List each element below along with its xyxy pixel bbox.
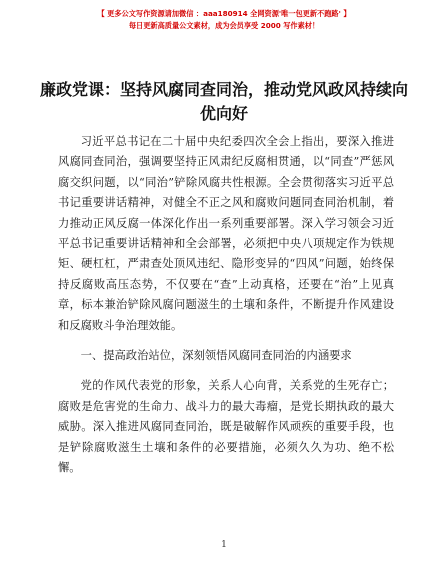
page-number: 1 xyxy=(221,540,227,550)
document-title: 廉政党课：坚持风腐同查同治，推动党风政风持续向优向好 xyxy=(40,80,409,123)
promo-banner-line-2: 每日更新高质量公文素材，成为会员享受 2000 写作素材！ xyxy=(128,21,320,30)
document-body xyxy=(58,132,394,489)
body-paragraph: 党的作风代表党的形象，关系人心向背，关系党的生死存亡；腐败是危害党的生命力、战斗力的最大毒瘤，是党长期执政的最大威胁。深入推进风腐同查同治，既是破解作风顽疾的重要手段，也是铲除腐败滋生土壤和条件的必要措施，必须久久为功、绝不松懈。 xyxy=(58,379,394,475)
promo-banner-line-1: 【 更多公文写作资源请加微信 ：aaa180914 全网资源'唯一包更新不跑路' 】 xyxy=(97,9,351,18)
promo-banner xyxy=(0,8,448,32)
section-heading: 一、提高政治站位，深刻领悟风腐同查同治的内涵要求 xyxy=(80,349,352,363)
body-paragraph: 习近平总书记在二十届中央纪委四次全会上指出，要深入推进风腐同查同治，强调要坚持正风肃纪反腐相贯通，以“同查”严惩风腐交织问题，以“同治”铲除风腐共性根源。全会贯彻落实习近平总书记重要讲话精神，对健全不正之风和腐败问题同查同治机制，着力推动正风反腐一体深化作出一系列重要部署。深入学习领会习近平总书记重要讲话精神和全会部署，必须把中央八项规定作为铁规矩、硬杠杠，严肃查处顶风违纪、隐形变异的“四风”问题，始终保持反腐败高压态势，不仅要在“查”上动真格，还要在“治”上见真章，标本兼治铲除风腐问题滋生的土壤和条件，不断提升作风建设和反腐败斗争治理效能。 xyxy=(58,135,394,332)
